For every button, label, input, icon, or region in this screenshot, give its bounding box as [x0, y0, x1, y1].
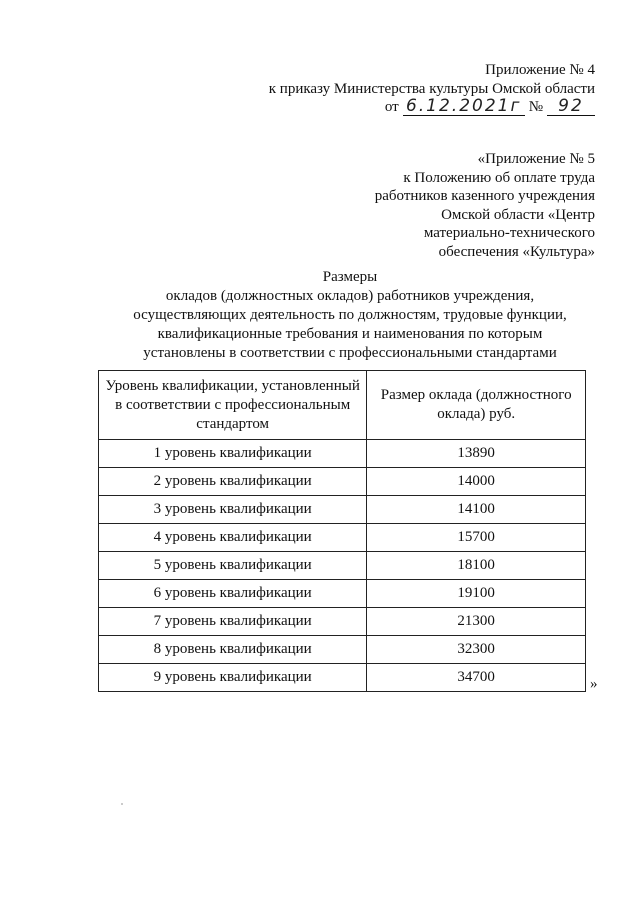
table-row — [99, 496, 586, 524]
table-row — [99, 468, 586, 496]
table-row — [99, 664, 586, 692]
title-line: установлены в соответствии с профессиональными стандартами — [143, 345, 557, 361]
table-row — [99, 580, 586, 608]
scan-speck — [121, 803, 123, 805]
level-cell: 3 уровень квалификации — [99, 496, 367, 524]
title-line: окладов (должностных окладов) работников учреждения, — [165, 288, 535, 304]
handwritten-number: 92 — [547, 98, 595, 116]
level-cell: 6 уровень квалификации — [99, 580, 367, 608]
level-cell: 2 уровень квалификации — [99, 468, 367, 496]
column-header-level: Уровень квалификации, установленный в соответствии с профессиональным стандартом — [99, 371, 367, 440]
level-cell: 8 уровень квалификации — [99, 636, 367, 664]
salary-cell: 15700 — [367, 524, 586, 552]
appendix-5-line: Омской области «Центр — [441, 206, 595, 223]
title-line: осуществляющих деятельность по должностям, трудовые функции, — [133, 307, 567, 323]
appendix-5-header — [375, 150, 595, 261]
level-cell: 5 уровень квалификации — [99, 552, 367, 580]
appendix-4-header — [269, 61, 595, 117]
table-row — [99, 636, 586, 664]
level-cell: 4 уровень квалификации — [99, 524, 367, 552]
column-header-salary: Размер оклада (должностного оклада) руб. — [367, 371, 586, 440]
salary-cell: 14100 — [367, 496, 586, 524]
level-cell: 1 уровень квалификации — [99, 440, 367, 468]
level-cell: 7 уровень квалификации — [99, 608, 367, 636]
table-header-row — [99, 371, 586, 440]
salary-cell: 21300 — [367, 608, 586, 636]
title-line: Размеры — [322, 269, 378, 285]
document-title — [60, 268, 639, 363]
title-line: квалификационные требования и наименования по которым — [157, 326, 543, 342]
salary-cell: 32300 — [367, 636, 586, 664]
salary-cell: 34700 — [367, 664, 586, 692]
from-label: от — [384, 99, 399, 115]
level-cell: 9 уровень квалификации — [99, 664, 367, 692]
table-row — [99, 524, 586, 552]
appendix-4-title: Приложение № 4 — [485, 62, 595, 78]
appendix-5-line: к Положению об оплате труда — [403, 169, 595, 186]
table-row — [99, 608, 586, 636]
table-row — [99, 440, 586, 468]
salary-cell: 18100 — [367, 552, 586, 580]
appendix-5-line: материально-технического — [423, 225, 595, 241]
appendix-5-line: обеспечения «Культура» — [438, 243, 595, 260]
salary-cell: 13890 — [367, 440, 586, 468]
handwritten-date: 6.12.2021г — [403, 98, 525, 116]
appendix-5-line: работников казенного учреждения — [374, 188, 595, 204]
closing-quote: » — [590, 676, 598, 692]
appendix-5-line: «Приложение № 5 — [477, 151, 595, 167]
salary-table — [98, 370, 586, 692]
table-row — [99, 552, 586, 580]
order-date-number-line — [269, 98, 595, 117]
salary-cell: 19100 — [367, 580, 586, 608]
salary-cell: 14000 — [367, 468, 586, 496]
number-label: № — [528, 99, 543, 115]
order-reference: к приказу Министерства культуры Омской области — [268, 80, 595, 97]
